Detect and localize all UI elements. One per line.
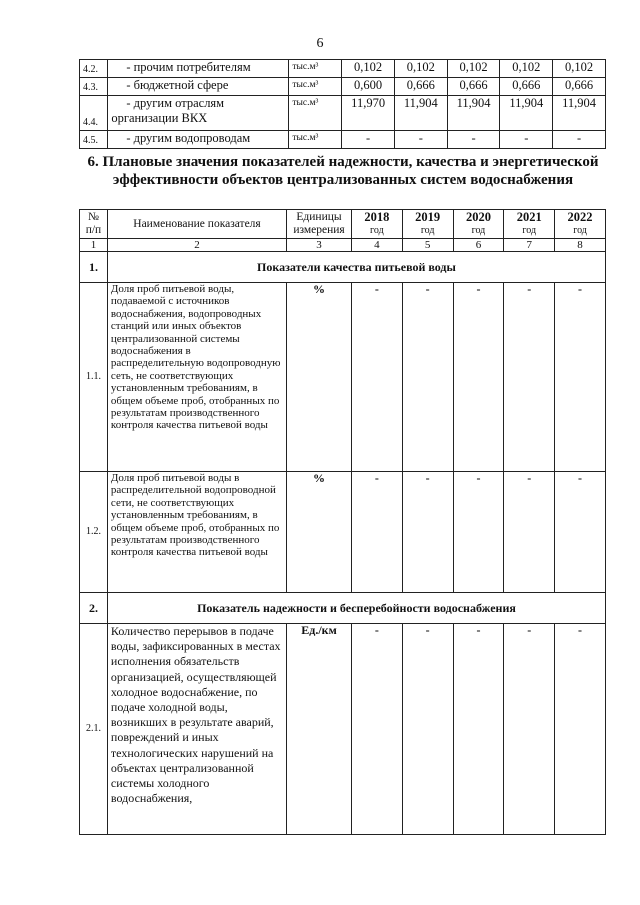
column-number: 2: [107, 239, 286, 252]
value-cell: 0,102: [553, 60, 606, 78]
row-number: 4.3.: [80, 78, 108, 96]
value-cell: 0,666: [500, 78, 553, 96]
column-number: 4: [351, 239, 402, 252]
value-cell: 11,970: [342, 96, 395, 131]
header-year: [402, 210, 453, 239]
value-cell: -: [453, 472, 504, 593]
row-number: 4.4.: [80, 96, 108, 131]
year-suffix: год: [471, 225, 486, 236]
value-cell: -: [500, 131, 553, 149]
value-cell: 0,102: [500, 60, 553, 78]
section-number: 2.: [80, 593, 108, 624]
value-cell: -: [555, 283, 606, 472]
column-number: 3: [287, 239, 352, 252]
year-label: 2021: [516, 210, 542, 224]
header-year: [504, 210, 555, 239]
value-cell: -: [555, 472, 606, 593]
row-name: - бюджетной сфере: [108, 78, 289, 96]
value-cell: -: [453, 283, 504, 472]
value-cell: 11,904: [553, 96, 606, 131]
section-heading: 6. Плановые значения показателей надежности, качества и энергетической эффективности объектов централизованных систем водоснабжения: [87, 154, 599, 188]
header-year: [351, 210, 402, 239]
value-cell: 11,904: [447, 96, 500, 131]
row-unit: тыс.м³: [289, 96, 342, 131]
value-cell: 0,600: [342, 78, 395, 96]
column-number: 5: [402, 239, 453, 252]
column-number: 8: [555, 239, 606, 252]
section-title: Показатели качества питьевой воды: [107, 252, 605, 283]
header-name: Наименование показателя: [107, 210, 286, 239]
year-suffix: год: [370, 225, 384, 236]
value-cell: -: [351, 283, 402, 472]
year-label: 2022: [567, 210, 593, 224]
value-cell: 11,904: [500, 96, 553, 131]
section-number: 1.: [80, 252, 108, 283]
row-number: 2.1.: [80, 624, 108, 835]
table-row: [80, 60, 606, 78]
table-row: [80, 131, 606, 149]
row-name: Количество перерывов в подаче воды, зафиксированных в местах исполнения обязательств организацией, осуществляющей холодное водоснабжение, по подаче холодной воды, возникших в результате аварий, повреждений и иных технологических нарушений на объектах централизованной системы холодного водоснабжения,: [107, 624, 286, 835]
row-unit: тыс.м³: [289, 60, 342, 78]
row-name: - другим водопроводам: [108, 131, 289, 149]
row-number: 1.1.: [80, 283, 108, 472]
row-unit: Ед./км: [287, 624, 352, 835]
header-year: [555, 210, 606, 239]
row-unit: %: [287, 472, 352, 593]
value-cell: -: [555, 624, 606, 835]
consumption-table: [79, 59, 606, 149]
row-unit: тыс.м³: [289, 78, 342, 96]
row-name: - другим отраслям организации ВКХ: [108, 96, 289, 131]
value-cell: 0,102: [447, 60, 500, 78]
year-label: 2020: [465, 210, 491, 224]
year-suffix: год: [420, 225, 435, 236]
year-label: 2018: [364, 210, 390, 224]
value-cell: -: [504, 283, 555, 472]
header-year: [453, 210, 504, 239]
value-cell: 0,666: [394, 78, 447, 96]
indicators-table: [79, 209, 606, 835]
year-suffix: год: [522, 225, 537, 236]
row-unit: %: [287, 283, 352, 472]
value-cell: 0,102: [342, 60, 395, 78]
value-cell: -: [351, 624, 402, 835]
table-header-row: [80, 210, 606, 239]
header-unit: Единицы измерения: [287, 210, 352, 239]
value-cell: -: [342, 131, 395, 149]
page-number: 6: [316, 36, 324, 51]
value-cell: -: [504, 472, 555, 593]
value-cell: -: [394, 131, 447, 149]
row-name: Доля проб питьевой воды, подаваемой с источников водоснабжения, водопроводных станций или иных объектов централизованной системы водоснабжения в распределительную водопроводную сеть, не соответствующих установленным требованиям, в общем объеме проб, отобранных по результатам производственного контроля качества питьевой воды: [107, 283, 286, 472]
row-name: Доля проб питьевой воды в распределительной водопроводной сети, не соответствующих установленным требованиям, в общем объеме проб, отобранных по результатам производственного контроля качества питьевой воды: [107, 472, 286, 593]
row-number: 4.5.: [80, 131, 108, 149]
column-number: 7: [504, 239, 555, 252]
value-cell: 0,102: [394, 60, 447, 78]
row-number: 1.2.: [80, 472, 108, 593]
column-number: 1: [80, 239, 108, 252]
row-unit: тыс.м³: [289, 131, 342, 149]
value-cell: -: [553, 131, 606, 149]
section-row: [80, 593, 606, 624]
value-cell: 0,666: [447, 78, 500, 96]
value-cell: -: [504, 624, 555, 835]
value-cell: -: [402, 624, 453, 835]
table-row: [80, 96, 606, 131]
row-name: - прочим потребителям: [108, 60, 289, 78]
table-row: [80, 472, 606, 593]
value-cell: -: [453, 624, 504, 835]
column-number: 6: [453, 239, 504, 252]
value-cell: -: [402, 472, 453, 593]
row-number: 4.2.: [80, 60, 108, 78]
table-row: [80, 78, 606, 96]
header-num: № п/п: [80, 210, 108, 239]
column-number-row: [80, 239, 606, 252]
value-cell: -: [402, 283, 453, 472]
value-cell: 11,904: [394, 96, 447, 131]
value-cell: -: [447, 131, 500, 149]
table-row: [80, 624, 606, 835]
section-row: [80, 252, 606, 283]
section-title: Показатель надежности и бесперебойности водоснабжения: [107, 593, 605, 624]
year-label: 2019: [415, 210, 441, 224]
value-cell: -: [351, 472, 402, 593]
table-row: [80, 283, 606, 472]
value-cell: 0,666: [553, 78, 606, 96]
year-suffix: год: [573, 225, 587, 236]
